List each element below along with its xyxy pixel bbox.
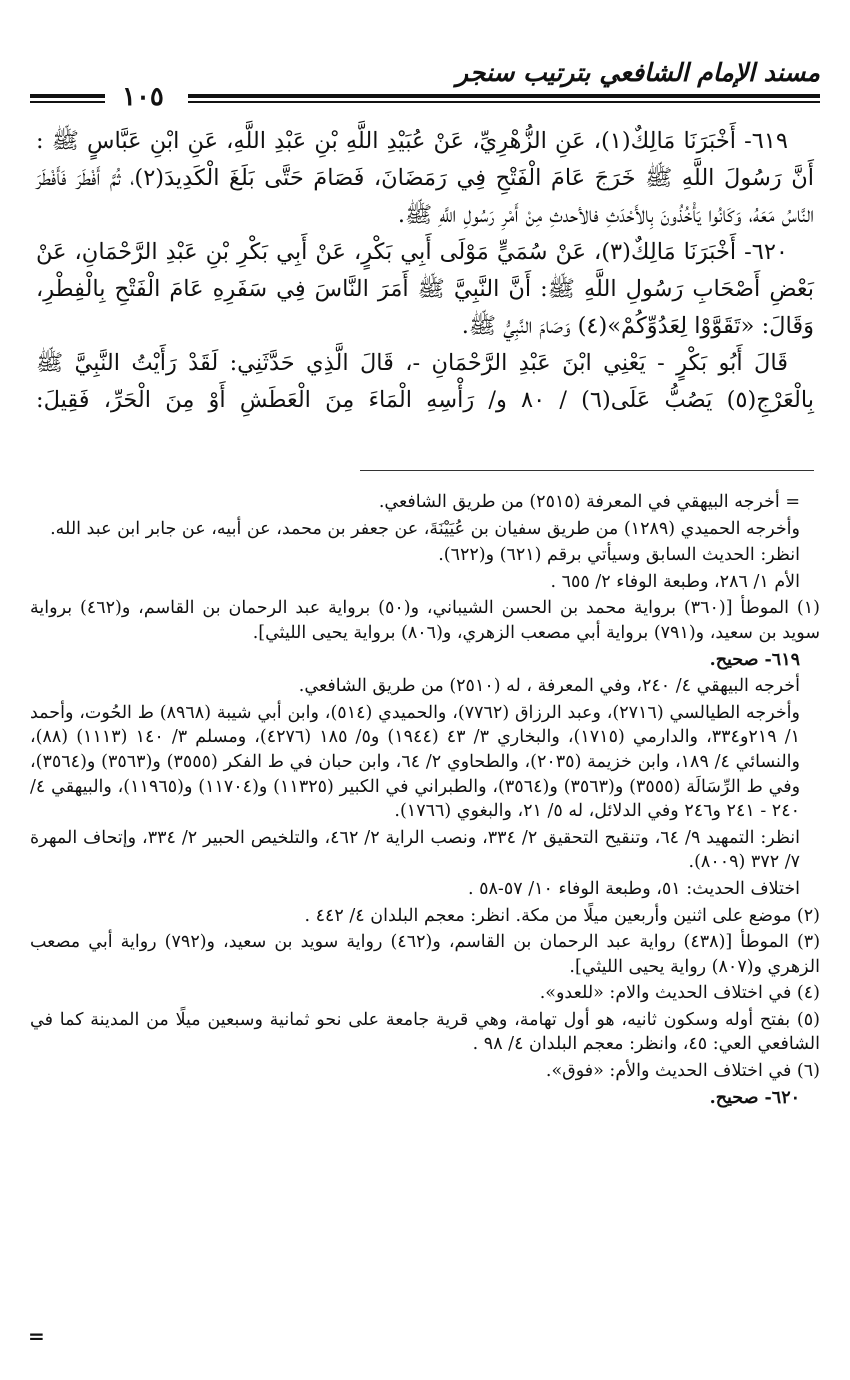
footnote-paragraph: وأخرجه الطيالسي (٢٧١٦)، وعبد الرزاق (٧٧٦٢)، والحميدي (٥١٤)، وابن أبي شيبة (٨٩٦٨) ط الحُوت، وأحمد ١/ ٢١٩و٣٣٤، والدارمي (١٧١٥)، والبخاري ٣/ ٤٣ (١٩٤٤) و٥/ ١٨٥ (٤٢٧٦)، ومسلم ٣/ ١٤٠ (١١١٣) (٨٨)، والنسائي ٤/ ١٨٩، وابن خزيمة (٢٠٣٥)، والطحاوي ٢/ ٦٤، وابن حبان في ط الفكر (٣٥٥٥) و(٣٥٦٣) و(٣٥٦٤)، وفي ط الرِّسَالَة (٣٥٥٥) و(٣٥٦٣) و(٣٥٦٤)، والطبراني في الكبير (١١٣٢٥) و(١١٧٠٤) و(١١٩٦٥)، والبيهقي ٤/ ٢٤٠ - ٢٤١ و٢٤٦ وفي الدلائل، له ٥/ ٢١، والبغوي (١٧٦٦). [30, 702, 801, 822]
footnote-paragraph: انظر: التمهيد ٩/ ٦٤، وتنقيح التحقيق ٢/ ٣٣٤، ونصب الراية ٢/ ٤٦٢، والتلخيص الحبير ٢/ ٣٣٤، وإتحاف المهرة ٧/ ٣٧٢ (٨٠٠٩). [30, 827, 801, 873]
page-number: ١٠٥ [122, 82, 164, 112]
footnote-paragraph: وأخرجه الحميدي (١٢٨٩) من طريق سفيان بن عُيَيْنَةَ، عن جعفر بن محمد، عن أبيه، عن جابر ابن عبد الله. [50, 518, 800, 539]
header-rule [30, 94, 105, 98]
page-header [30, 58, 820, 112]
footnote-paragraph: أخرجه البيهقي ٤/ ٢٤٠، وفي المعرفة ، له (٢٥١٠) من طريق الشافعي. [298, 676, 800, 697]
header-rule [30, 101, 105, 103]
footnote-5: (٥) بفتح أوله وسكون ثانيه، هو أول تهامة، وهي قرية جامعة على نحو ثمانية وسبعين ميلًا من المدينة كما في الشافعي العي: ٤٥، وانظر: معجم البلدان ٤/ ٩٨ . [30, 1009, 820, 1055]
footnote-paragraph: اختلاف الحديث: ٥١، وطبعة الوفاء ١٠/ ٥٧-٥٨ . [467, 878, 800, 899]
grading-620: ٦٢٠- صحيح. [709, 1087, 800, 1108]
footnotes [30, 490, 820, 1112]
header-rule [188, 94, 820, 98]
footnote-paragraph: انظر: الحديث السابق وسيأتي برقم (٦٢١) و(٦٢٢). [438, 545, 800, 566]
footnote-1: (١) الموطأ [(٣٦٠) برواية محمد بن الحسن الشيباني، و(٥٠) برواية عبد الرحمان بن القاسم، و(٤٦٢) برواية سويد بن سعيد، و(٧٩١) برواية أبي مصعب الزهري، و(٨٠٦) برواية يحيى الليثي]. [30, 598, 820, 643]
continuation-mark: = [28, 1324, 45, 1348]
header-rule [188, 101, 820, 103]
main-text [36, 123, 814, 419]
footnote-divider [360, 470, 814, 471]
footnote-2: (٢) موضع على اثنين وأربعين ميلًا من مكة. انظر: معجم البلدان ٤/ ٤٤٢ . [304, 905, 820, 926]
hadith-620: ٦٢٠- أَخْبَرَنَا مَالِكٌ(٣)، عَنْ سُمَيٍّ مَوْلَى أَبِي بَكْرٍ، عَنْ أَبِي بَكْرِ بْنِ عَبْدِ الرَّحْمَانِ، عَنْ بَعْضِ أَصْحَابِ رَسُولِ اللَّهِ ﷺ: أَنَّ النَّبِيَّ ﷺ أَمَرَ النَّاسَ فِي سَفَرِهِ عَامَ الْفَتْحِ بِالْفِطْرِ، وَقَالَ: «تَقَوَّوْا لِعَدُوِّكُمْ»(٤) وَصَامَ النَّبِيُّ ﷺ. [36, 239, 814, 339]
hadith-620-continuation: قَالَ أَبُو بَكْرٍ - يَعْنِي ابْنَ عَبْدِ الرَّحْمَانِ -، قَالَ الَّذِي حَدَّثَنِي: لَقَدْ رَأَيْتُ النَّبِيَّ ﷺ بِالْعَرْجِ(٥) يَصُبُّ عَلَى(٦) / ٨٠ و/ رَأْسِهِ الْمَاءَ مِنَ الْعَطَشِ أَوْ مِنَ الْحَرِّ، فَقِيلَ: [36, 350, 814, 413]
footnote-6: (٦) في اختلاف الحديث والأم: «فوق». [545, 1061, 820, 1082]
grading-619: ٦١٩- صحيح. [709, 649, 800, 670]
footnote-paragraph: = أخرجه البيهقي في المعرفة (٢٥١٥) من طريق الشافعي. [378, 492, 800, 512]
hadith-619: ٦١٩- أَخْبَرَنَا مَالِكٌ(١)، عَنِ الزُّهْرِيِّ، عَنْ عُبَيْدِ اللَّهِ بْنِ عَبْدِ اللَّهِ، عَنِ ابْنِ عَبَّاسٍ ﷺ : أَنَّ رَسُولَ اللَّهِ ﷺ خَرَجَ عَامَ الْفَتْحِ فِي رَمَضَانَ، فَصَامَ حَتَّى بَلَغَ الْكَدِيدَ(٢)، ثُمَّ أَفْطَرَ فَأَفْطَرَ النَّاسُ مَعَهُ، وَكَانُوا يَأْخُذُونَ بِالأَحْدَثِ فالأحدثِ مِنْ أَمْرِ رَسُولِ اللَّهِ ﷺ. [36, 128, 814, 228]
footnote-paragraph: الأم ١/ ٢٨٦، وطبعة الوفاء ٢/ ٦٥٥ . [550, 571, 800, 592]
footnote-4: (٤) في اختلاف الحديث والام: «للعدو». [539, 983, 820, 1004]
book-title: مسند الإمام الشافعي بترتيب سنجر [456, 58, 820, 87]
footnote-3: (٣) الموطأ [(٤٣٨) رواية عبد الرحمان بن القاسم، و(٤٦٢) رواية سويد بن سعيد، و(٧٩٢) رواية أبي مصعب الزهري و(٨٠٧) رواية يحيى الليثي]. [30, 932, 821, 977]
